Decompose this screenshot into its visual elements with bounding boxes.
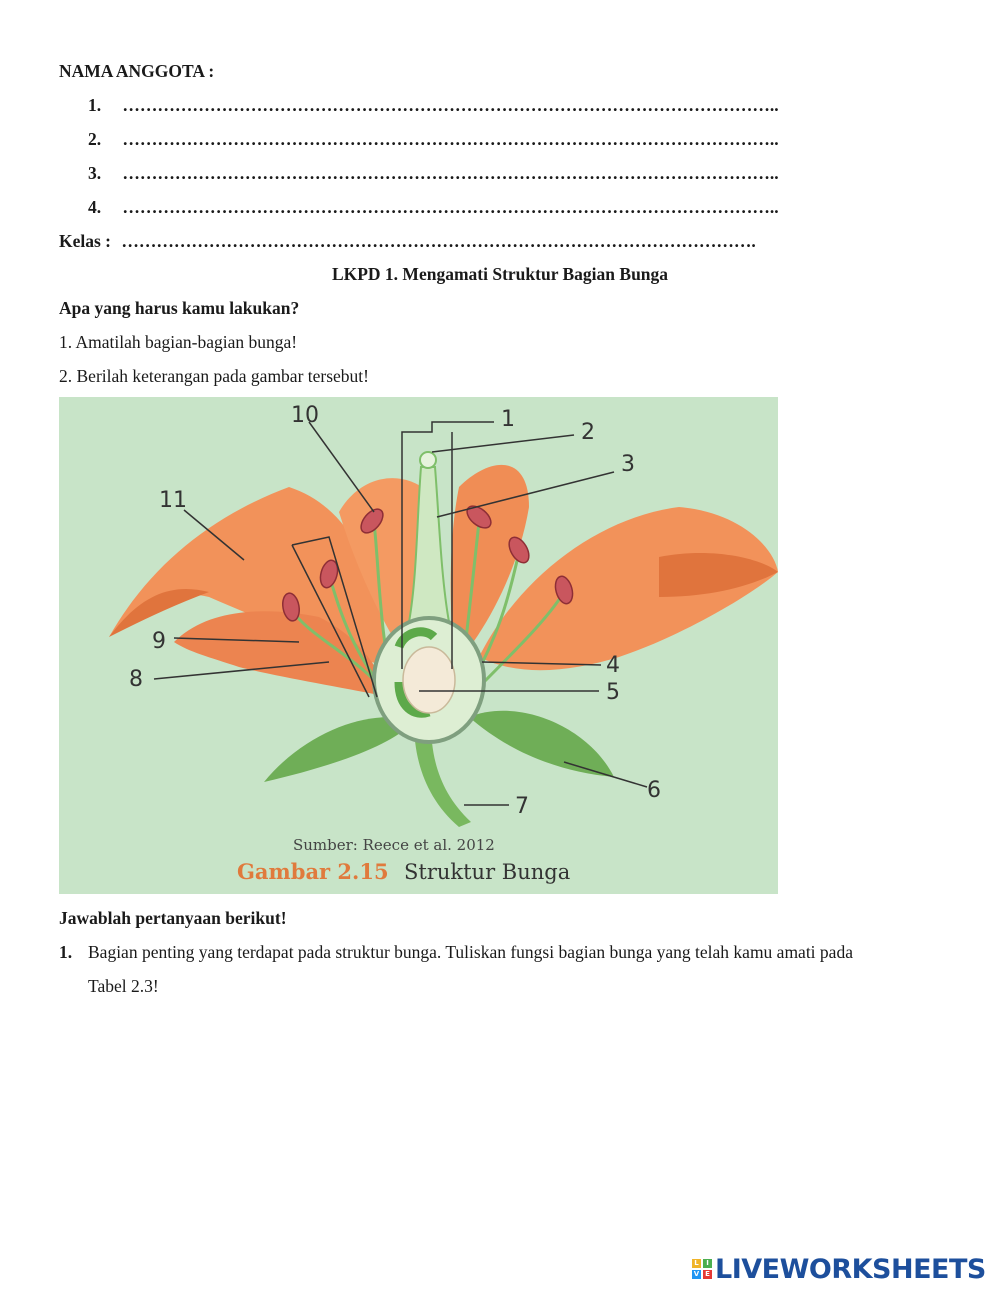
- label-1: 1: [501, 407, 515, 432]
- member-blank[interactable]: …………………………………………………………………………………………………..: [122, 129, 779, 149]
- label-3: 3: [621, 452, 635, 477]
- member-blank[interactable]: …………………………………………………………………………………………………..: [122, 163, 779, 183]
- label-2: 2: [581, 420, 595, 445]
- label-9: 9: [152, 629, 166, 654]
- class-label: Kelas :: [59, 231, 112, 251]
- logo-mark-icon: [692, 1259, 712, 1279]
- question-number: 1.: [59, 942, 73, 962]
- label-10: 10: [291, 403, 319, 428]
- instructions-heading: Apa yang harus kamu lakukan?: [59, 298, 300, 318]
- instruction-step-2: 2. Berilah keterangan pada gambar tersebut!: [59, 366, 370, 386]
- class-blank[interactable]: ……………………………………………………………………………………………….: [121, 231, 756, 251]
- page-title: LKPD 1. Mengamati Struktur Bagian Bunga: [331, 264, 669, 284]
- logo-letter: E: [703, 1270, 712, 1279]
- label-8: 8: [129, 667, 143, 692]
- questions-heading: Jawablah pertanyaan berikut!: [59, 908, 287, 928]
- figure-source: Sumber: Reece et al. 2012: [293, 836, 495, 854]
- flower-diagram: [59, 397, 778, 894]
- liveworksheets-logo[interactable]: [692, 1252, 986, 1286]
- logo-letter: I: [703, 1259, 712, 1268]
- petal: [479, 507, 778, 670]
- member-line-4[interactable]: [88, 197, 779, 218]
- logo-text: LIVEWORKSHEETS: [715, 1253, 986, 1285]
- member-number: 1.: [88, 95, 102, 115]
- member-number: 4.: [88, 197, 102, 217]
- ovule: [403, 647, 455, 713]
- logo-letter: V: [693, 1270, 700, 1278]
- label-6: 6: [647, 778, 661, 803]
- member-number: 3.: [88, 163, 102, 183]
- figure-caption-text: Struktur Bunga: [404, 860, 571, 884]
- members-label: NAMA ANGGOTA :: [59, 61, 215, 81]
- member-blank[interactable]: …………………………………………………………………………………………………..: [122, 197, 779, 217]
- question-text-line-2: Tabel 2.3!: [88, 976, 159, 996]
- stigma: [420, 452, 436, 468]
- member-line-1[interactable]: [88, 95, 779, 116]
- figure-caption-prefix: Gambar 2.15: [237, 859, 389, 884]
- member-line-3[interactable]: [88, 163, 779, 184]
- member-line-2[interactable]: [88, 129, 779, 150]
- member-blank[interactable]: …………………………………………………………………………………………………..: [122, 95, 779, 115]
- class-line[interactable]: [59, 231, 756, 252]
- member-number: 2.: [88, 129, 102, 149]
- label-4: 4: [606, 653, 620, 678]
- instruction-step-1: 1. Amatilah bagian-bagian bunga!: [59, 332, 298, 352]
- flower-structure-figure: [59, 397, 778, 894]
- leaf: [469, 711, 614, 777]
- question-1: [59, 942, 853, 963]
- question-text-line-1: Bagian penting yang terdapat pada struktur bunga. Tuliskan fungsi bagian bunga yang telah kamu amati pada: [88, 942, 853, 962]
- label-5: 5: [606, 680, 620, 705]
- label-7: 7: [515, 794, 529, 819]
- label-11: 11: [159, 488, 187, 513]
- logo-letter: L: [692, 1259, 701, 1268]
